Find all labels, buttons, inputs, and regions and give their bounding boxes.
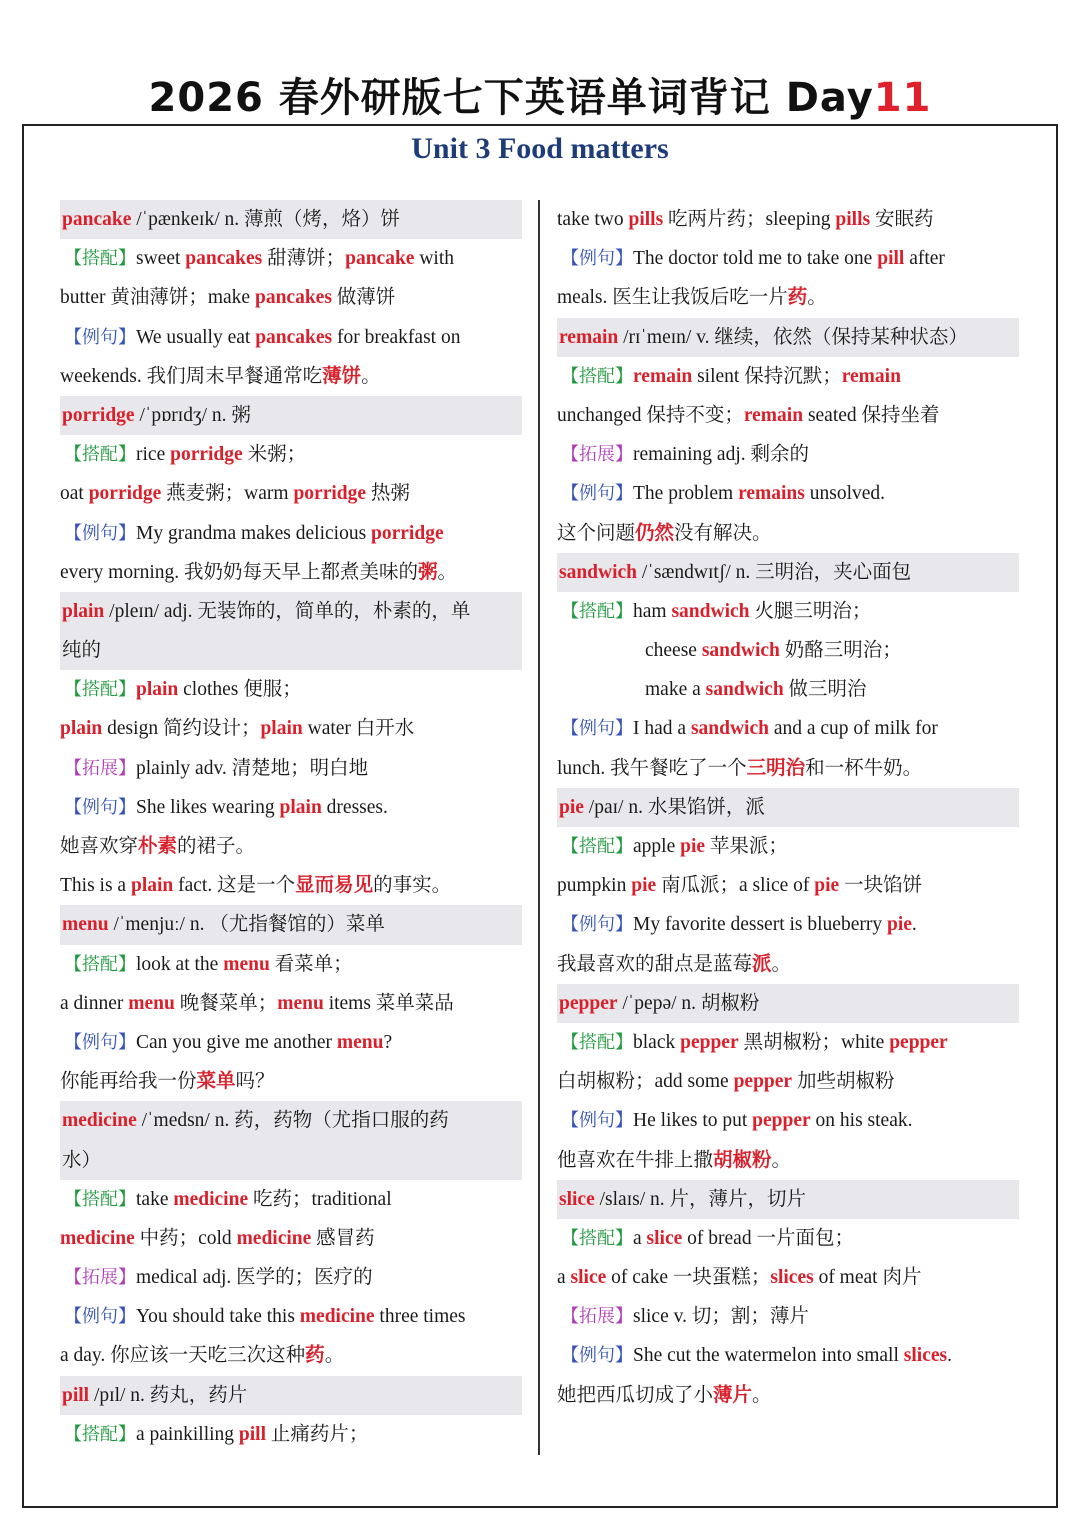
extension-tag: 【拓展】 <box>64 757 136 779</box>
collocation-line: plain design 简约设计；plain water 白开水 <box>60 718 415 740</box>
extension-line: 【拓展】remaining adj. 剩余的 <box>561 444 810 466</box>
collocation-tag: 【搭配】 <box>64 1188 136 1210</box>
example-line: 【例句】The problem remains unsolved. <box>561 483 886 505</box>
extension-tag: 【拓展】 <box>64 1267 136 1289</box>
example-line: 她喜欢穿朴素的裙子。 <box>60 836 256 857</box>
example-line: 他喜欢在牛排上撒胡椒粉。 <box>557 1149 792 1171</box>
example-tag: 【例句】 <box>64 326 136 348</box>
collocation-tag: 【搭配】 <box>64 444 136 466</box>
example-line: weekends. 我们周末早餐通常吃薄饼。 <box>60 365 381 387</box>
example-line: 【例句】He likes to put pepper on his steak. <box>561 1110 913 1132</box>
word-head-plain-cont: 纯的 <box>60 631 522 670</box>
example-line: 我最喜欢的甜点是蓝莓派。 <box>557 953 792 975</box>
column-divider <box>538 200 540 1455</box>
example-line: 【例句】I had a sandwich and a cup of milk for <box>561 718 938 740</box>
example-line: 【例句】We usually eat pancakes for breakfast on <box>64 326 461 348</box>
word-head-pepper: pepper /ˈpepə/ n. 胡椒粉 <box>557 984 1019 1023</box>
collocation-tag: 【搭配】 <box>64 953 136 975</box>
right-column <box>557 200 1019 1415</box>
collocation-line: 白胡椒粉；add some pepper 加些胡椒粉 <box>557 1071 895 1093</box>
example-line: 【例句】She cut the watermelon into small slices. <box>561 1345 952 1367</box>
example-line: 这个问题仍然没有解决。 <box>557 522 772 544</box>
example-line: 【例句】My grandma makes delicious porridge <box>64 522 444 544</box>
word-head-pie: pie /paɪ/ n. 水果馅饼，派 <box>557 788 1019 827</box>
collocation-tag: 【搭配】 <box>561 836 633 857</box>
extension-tag: 【拓展】 <box>561 444 633 466</box>
collocation-line: 【搭配】black pepper 黑胡椒粉；white pepper <box>561 1031 948 1053</box>
collocation-line: 【搭配】plain clothes 便服； <box>64 679 302 701</box>
unit-title: Unit 3 Food matters <box>411 132 669 165</box>
example-line: 【例句】My favorite dessert is blueberry pie. <box>561 914 917 936</box>
extension-line: 【拓展】slice v. 切；割；薄片 <box>561 1306 809 1328</box>
example-tag: 【例句】 <box>561 1110 633 1132</box>
example-tag: 【例句】 <box>64 1031 136 1053</box>
collocation-line: oat porridge 燕麦粥；warm porridge 热粥 <box>60 483 410 505</box>
collocation-line: take two pills 吃两片药；sleeping pills 安眠药 <box>557 209 934 230</box>
collocation-line: a dinner menu 晚餐菜单；menu items 菜单菜品 <box>60 992 454 1014</box>
example-tag: 【例句】 <box>64 796 136 818</box>
collocation-line: pumpkin pie 南瓜派；a slice of pie 一块馅饼 <box>557 875 923 897</box>
example-line: 她把西瓜切成了小薄片。 <box>557 1384 772 1406</box>
collocation-line: 【搭配】take medicine 吃药；traditional <box>64 1188 392 1210</box>
collocation-tag: 【搭配】 <box>64 1423 136 1445</box>
example-line: 【例句】She likes wearing plain dresses. <box>64 796 388 818</box>
collocation-tag: 【搭配】 <box>64 679 136 701</box>
collocation-line: 【搭配】rice porridge 米粥； <box>64 444 307 466</box>
collocation-line: 【搭配】remain silent 保持沉默；remain <box>561 365 901 387</box>
word-head-remain: remain /rɪˈmeɪn/ v. 继续，依然（保持某种状态） <box>557 318 1019 357</box>
word-head-pill: pill /pɪl/ n. 药丸，药片 <box>60 1376 522 1415</box>
example-tag: 【例句】 <box>561 914 633 936</box>
word-head-medicine-cont: 水） <box>60 1141 522 1180</box>
example-tag: 【例句】 <box>561 1345 633 1367</box>
collocation-line: cheese sandwich 奶酪三明治； <box>645 640 902 662</box>
collocation-line: make a sandwich 做三明治 <box>645 679 867 701</box>
collocation-tag: 【搭配】 <box>561 600 633 622</box>
collocation-tag: 【搭配】 <box>561 1031 633 1053</box>
collocation-line: unchanged 保持不变；remain seated 保持坐着 <box>557 404 940 426</box>
collocation-line: 【搭配】ham sandwich 火腿三明治； <box>561 600 872 622</box>
example-line: a day. 你应该一天吃三次这种药。 <box>60 1345 345 1367</box>
example-line: meals. 医生让我饭后吃一片药。 <box>557 287 827 309</box>
example-line: 【例句】You should take this medicine three times <box>64 1306 466 1328</box>
example-line: 你能再给我一份菜单吗？ <box>60 1071 275 1093</box>
collocation-line: 【搭配】a slice of bread 一片面包； <box>561 1227 854 1249</box>
page-title: 2026 春外研版七下英语单词背记 Day11 <box>148 75 932 121</box>
example-line: This is a plain fact. 这是一个显而易见的事实。 <box>60 875 452 897</box>
collocation-line: 【搭配】look at the menu 看菜单； <box>64 953 353 975</box>
example-tag: 【例句】 <box>64 522 136 544</box>
collocation-tag: 【搭配】 <box>64 248 136 270</box>
word-head-slice: slice /slaɪs/ n. 片，薄片，切片 <box>557 1180 1019 1219</box>
collocation-line: medicine 中药；cold medicine 感冒药 <box>60 1227 375 1249</box>
example-line: lunch. 我午餐吃了一个三明治和一杯牛奶。 <box>557 757 923 779</box>
extension-line: 【拓展】plainly adv. 清楚地；明白地 <box>64 757 369 779</box>
extension-tag: 【拓展】 <box>561 1306 633 1328</box>
word-head-medicine: medicine /ˈmedsn/ n. 药，药物（尤指口服的药 <box>60 1101 522 1140</box>
word-head-pancake: pancake /ˈpænkeɪk/ n. 薄煎（烤，烙）饼 <box>60 200 522 239</box>
word-head-menu: menu /ˈmenjuː/ n. （尤指餐馆的）菜单 <box>60 905 522 944</box>
example-tag: 【例句】 <box>64 1306 136 1328</box>
collocation-line: 【搭配】sweet pancakes 甜薄饼；pancake with <box>64 248 455 270</box>
collocation-line: a slice of cake 一块蛋糕；slices of meat 肉片 <box>557 1267 922 1289</box>
example-line: every morning. 我奶奶每天早上都煮美味的粥。 <box>60 561 458 583</box>
example-tag: 【例句】 <box>561 248 633 270</box>
example-line: 【例句】Can you give me another menu? <box>64 1031 393 1053</box>
collocation-line: 【搭配】a painkilling pill 止痛药片； <box>64 1423 369 1445</box>
collocation-line: 【搭配】apple pie 苹果派； <box>561 836 788 857</box>
collocation-tag: 【搭配】 <box>561 365 633 387</box>
example-tag: 【例句】 <box>561 718 633 740</box>
extension-line: 【拓展】medical adj. 医学的；医疗的 <box>64 1267 373 1289</box>
left-column <box>60 200 522 1454</box>
example-line: 【例句】The doctor told me to take one pill after <box>561 248 945 270</box>
example-tag: 【例句】 <box>561 483 633 505</box>
collocation-line: butter 黄油薄饼；make pancakes 做薄饼 <box>60 287 396 309</box>
word-head-porridge: porridge /ˈpɒrɪdʒ/ n. 粥 <box>60 396 522 435</box>
collocation-tag: 【搭配】 <box>561 1227 633 1249</box>
word-head-plain: plain /pleɪn/ adj. 无装饰的，简单的，朴素的，单 <box>60 592 522 631</box>
word-head-sandwich: sandwich /ˈsændwɪtʃ/ n. 三明治，夹心面包 <box>557 553 1019 592</box>
